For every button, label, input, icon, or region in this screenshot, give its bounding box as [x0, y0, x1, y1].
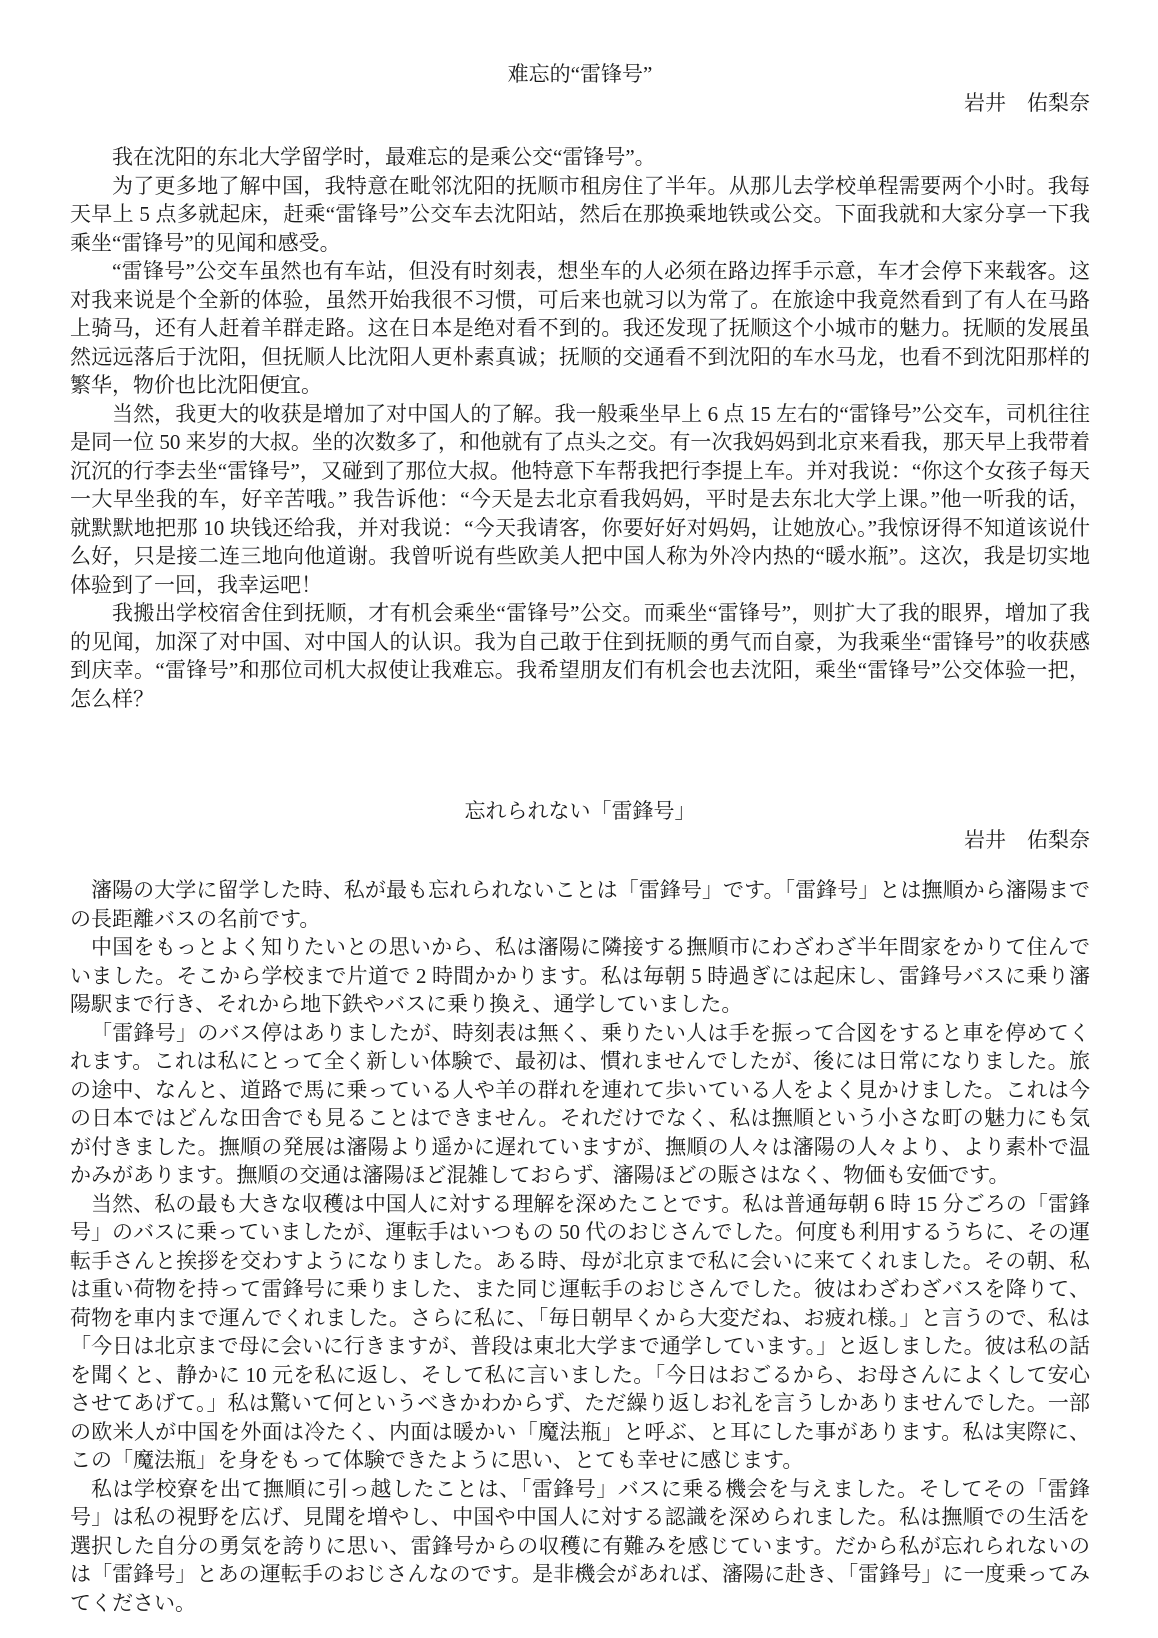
chinese-essay-section — [70, 60, 1090, 713]
japanese-body — [70, 876, 1090, 1617]
japanese-paragraph: 中国をもっとよく知りたいとの思いから、私は瀋陽に隣接する撫順市にわざわざ半年間家をかりて住んでいました。そこから学校まで片道で 2 時間かかります。私は毎朝 5 時過ぎには起床し、雷鋒号バスに乗り瀋陽駅まで行き、それから地下鉄やバスに乗り換え、通学していました。 — [70, 935, 1090, 1016]
japanese-paragraph: 当然、私の最も大きな収穫は中国人に対する理解を深めたことです。私は普通毎朝 6 時 15 分ごろの「雷鋒号」のバスに乗っていましたが、運転手はいつもの 50 代のおじさんでした。何度も利用するうちに、その運転手さんと挨拶を交わすようになりました。ある時、母が北京まで私に会いに来てくれました。その朝、私は重い荷物を持って雷鋒号に乗りました、また同じ運転手のおじさんでした。彼はわざわざバスを降りて、荷物を車内まで運んでくれました。さらに私に、「毎日朝早くから大変だね、お疲れ様。」と言うので、私は「今日は北京まで母に会いに行きますが、普段は東北大学まで通学しています。」と返しました。彼は私の話を聞くと、静かに 10 元を私に返し、そして私に言いました。「今日はおごるから、お母さんによくして安心させてあげて。」私は驚いて何というべきかわからず、ただ繰り返しお礼を言うしかありませんでした。一部の欧米人が中国を外面は冷たく、内面は暖かい「魔法瓶」と呼ぶ、と耳にした事があります。私は実際に、この「魔法瓶」を身をもって体験できたように思い、とても幸せに感じます。 — [70, 1191, 1090, 1472]
chinese-title: 难忘的“雷锋号” — [507, 62, 653, 86]
chinese-paragraph: 当然，我更大的收获是增加了对中国人的了解。我一般乘坐早上 6 点 15 左右的“雷锋号”公交车，司机往往是同一位 50 来岁的大叔。坐的次数多了，和他就有了点头之交。有一次我妈妈到北京来看我，那天早上我带着沉沉的行李去坐“雷锋号”，又碰到了那位大叔。他特意下车帮我把行李提上车。并对我说：“你这个女孩子每天一大早坐我的车，好辛苦哦。” 我告诉他：“今天是去北京看我妈妈，平时是去东北大学上课。”他一听我的话，就默默地把那 10 块钱还给我，并对我说：“今天我请客，你要好好对妈妈，让她放心。”我惊讶得不知道该说什么好，只是接二连三地向他道谢。我曾听说有些欧美人把中国人称为外冷内热的“暖水瓶”。这次，我是切实地体验到了一回，我幸运吧！ — [70, 401, 1090, 597]
japanese-essay-section — [70, 797, 1090, 1617]
japanese-title: 忘れられない「雷鋒号」 — [464, 799, 696, 823]
japanese-author: 岩井 佑梨奈 — [964, 827, 1090, 852]
japanese-paragraph: 私は学校寮を出て撫順に引っ越したことは、「雷鋒号」バスに乗る機会を与えました。そしてその「雷鋒号」は私の視野を広げ、見聞を増やし、中国や中国人に対する認識を深められました。私は撫順での生活を選択した自分の勇気を誇りに思い、雷鋒号からの収穫に有難みを感じています。だから私が忘れられないのは「雷鋒号」とあの運転手のおじさんなのです。是非機会があれば、瀋陽に赴き、「雷鋒号」に一度乗ってみてください。 — [70, 1476, 1090, 1615]
chinese-body — [70, 143, 1090, 713]
japanese-paragraph: 「雷鋒号」のバス停はありましたが、時刻表は無く、乗りたい人は手を振って合図をすると車を停めてくれます。これは私にとって全く新しい体験で、最初は、慣れませんでしたが、後には日常になりました。旅の途中、なんと、道路で馬に乗っている人や羊の群れを連れて歩いている人をよく見かけました。これは今の日本ではどんな田舎でも見ることはできません。それだけでなく、私は撫順という小さな町の魅力にも気が付きました。撫順の発展は瀋陽より遥かに遅れていますが、撫順の人々は瀋陽の人々より、より素朴で温かみがあります。撫順の交通は瀋陽ほど混雑しておらず、瀋陽ほどの賑さはなく、物価も安価です。 — [70, 1020, 1090, 1187]
japanese-paragraph: 瀋陽の大学に留学した時、私が最も忘れられないことは「雷鋒号」です。「雷鋒号」とは撫順から瀋陽までの長距離バスの名前です。 — [70, 878, 1090, 931]
chinese-paragraph: 我在沈阳的东北大学留学时，最难忘的是乘公交“雷锋号”。 — [112, 145, 656, 169]
chinese-paragraph: 我搬出学校宿舍住到抚顺，才有机会乘坐“雷锋号”公交。而乘坐“雷锋号”，则扩大了我的眼界，增加了我的见闻，加深了对中国、对中国人的认识。我为自己敢于住到抚顺的勇气而自豪，为我乘坐“雷锋号”的收获感到庆幸。“雷锋号”和那位司机大叔使让我难忘。我希望朋友们有机会也去沈阳，乘坐“雷锋号”公交体验一把，怎么样？ — [70, 601, 1090, 711]
chinese-author: 岩井 佑梨奈 — [964, 90, 1090, 115]
chinese-paragraph: “雷锋号”公交车虽然也有车站，但没有时刻表，想坐车的人必须在路边挥手示意，车才会停下来载客。这对我来说是个全新的体验，虽然开始我很不习惯，可后来也就习以为常了。在旅途中我竟然看到了有人在马路上骑马，还有人赶着羊群走路。这在日本是绝对看不到的。我还发现了抚顺这个小城市的魅力。抚顺的发展虽然远远落后于沈阳，但抚顺人比沈阳人更朴素真诚；抚顺的交通看不到沈阳的车水马龙，也看不到沈阳那样的繁华，物价也比沈阳便宜。 — [70, 259, 1090, 397]
chinese-paragraph: 为了更多地了解中国，我特意在毗邻沈阳的抚顺市租房住了半年。从那儿去学校单程需要两个小时。我每天早上 5 点多就起床，赶乘“雷锋号”公交车去沈阳站，然后在那换乘地铁或公交。下面我就和大家分享一下我乘坐“雷锋号”的见闻和感受。 — [70, 173, 1090, 255]
